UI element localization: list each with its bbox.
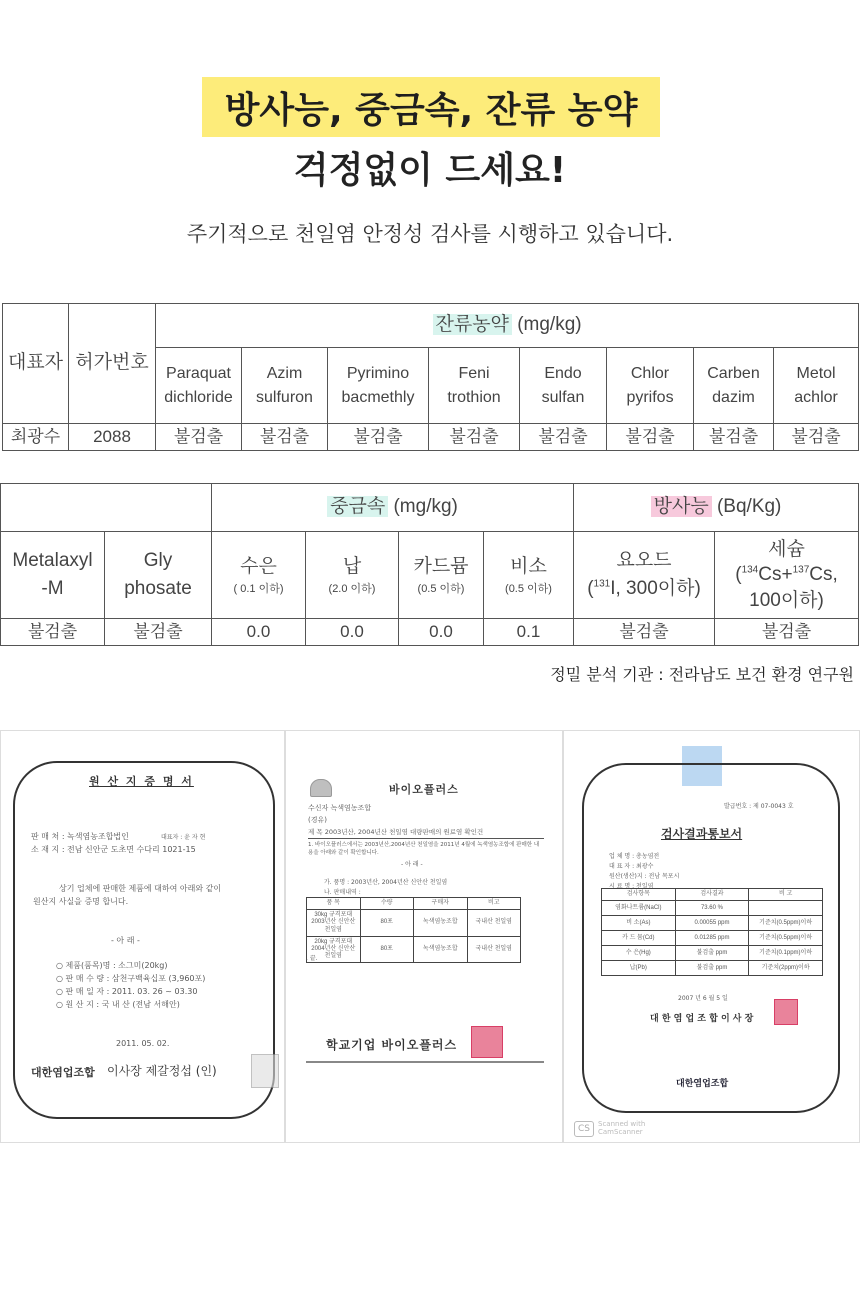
metal-radiation-table xyxy=(0,483,859,646)
result-metalaxyl: 불검출 xyxy=(1,619,105,646)
cert1-item: ○ 원 산 지 : 국 내 산 (전남 서해안) xyxy=(56,1000,180,1009)
origin-certificate xyxy=(0,730,285,1143)
metal-unit: (mg/kg) xyxy=(393,496,458,518)
pesticide-metol: Metol achlor xyxy=(774,348,859,424)
pesticide-result: 불검출 xyxy=(607,424,694,451)
group-label: 잔류농약 xyxy=(433,314,512,335)
radiation-group-label: 방사능 xyxy=(651,496,712,517)
metal-arsenic: 비소 (0.5 이하) xyxy=(484,532,574,619)
metal-group-label: 중금속 xyxy=(327,496,388,517)
cert3-title: 검사결과통보서 xyxy=(661,827,743,841)
cert2-to: 수신자 녹색염농조합 xyxy=(308,804,372,812)
pesticide-group-header xyxy=(156,304,859,348)
cert1-sep: - 아 래 - xyxy=(111,936,140,945)
radiation-iodine: 요오드 ($^{131}$I, 300이하) xyxy=(574,532,715,619)
red-seal-stamp xyxy=(774,999,798,1025)
radiation-group-header xyxy=(574,484,859,532)
cert2-ref: (경유) xyxy=(308,816,327,824)
result-cadmium: 0.0 xyxy=(399,619,484,646)
pesticide-azim: Azim sulfuron xyxy=(242,348,328,424)
cert1-date: 2011. 05. 02. xyxy=(116,1039,170,1048)
seal-stamp xyxy=(251,1054,279,1088)
cert3-field: 시 료 명 : 천일염 xyxy=(609,883,654,890)
cert2-item: 나. 판매내역 : xyxy=(324,889,361,896)
cert3-date: 2007 년 6 월 5 일 xyxy=(678,995,728,1002)
pesticide-pyrimino: Pyrimino bacmethly xyxy=(328,348,429,424)
col-permit: 허가번호 xyxy=(69,304,156,424)
bioplus-logo-icon xyxy=(310,779,332,797)
pesticide-result: 불검출 xyxy=(156,424,242,451)
blank-header xyxy=(1,484,212,532)
cert1-address: 소 재 지 : 전남 신안군 도초면 수다리 1021-15 xyxy=(31,845,196,854)
cert2-item: 가. 품명 : 2003년산, 2004년산 신안산 천일염 xyxy=(324,879,448,886)
cert3-number: 발급번호 : 제 07-0043 호 xyxy=(724,803,794,810)
pesticide-result: 불검출 xyxy=(429,424,520,451)
cert1-signature: 이사장 제갈정섭 (인) xyxy=(107,1064,217,1078)
cert1-item: ○ 판 매 일 자 : 2011. 03. 26 ~ 03.30 xyxy=(56,987,198,996)
cert3-field: 업 체 명 : 총농염전 xyxy=(609,853,660,860)
permit-number: 2088 xyxy=(69,424,156,451)
pesticide-feni: Feni trothion xyxy=(429,348,520,424)
cert3-table: 검사항목 검사결과 비 고 염화나트륨(NaCl) 73.60 % 비 소(As) 0.00055 ppm 기준치(0.5ppm)이하 카 드 뮴(Cd) 0.01285 ppm 기준치(0.5ppm)이하 수 은(Hg) 불검출 ppm 기준치(0.1ppm)이하 납(Pb) 불검출 ppm 기준치(2ppm)이하 xyxy=(601,888,823,976)
cert1-org: 대한염업조합 xyxy=(31,1066,95,1079)
cert2-end: . 끝. xyxy=(306,955,318,962)
pesticide-endo: Endo sulfan xyxy=(520,348,607,424)
cert3-field: 대 표 자 : 최광수 xyxy=(609,863,654,870)
pesticide-result: 불검출 xyxy=(520,424,607,451)
cert3-row: 납(Pb) 불검출 ppm 기준치(2ppm)이하 xyxy=(602,961,823,976)
cert3-row: 수 은(Hg) 불검출 ppm 기준치(0.1ppm)이하 xyxy=(602,946,823,961)
red-seal-stamp xyxy=(471,1026,503,1058)
pesticide-metalaxyl: Metalaxyl -M xyxy=(1,532,105,619)
cert2-footer: 학교기업 바이오플러스 xyxy=(326,1038,458,1052)
headline-highlight: 방사능, 중금속, 잔류 농약 xyxy=(202,77,660,137)
pesticide-chlor: Chlor pyrifos xyxy=(607,348,694,424)
col-representative: 대표자 xyxy=(3,304,69,424)
cert2-sep: - 아 래 - xyxy=(401,861,423,868)
result-mercury: 0.0 xyxy=(212,619,306,646)
cert2-title: 바이오플러스 xyxy=(389,783,459,796)
cert1-seller: 판 매 처 : 녹색염농조합법인 xyxy=(31,832,129,841)
camscanner-watermark: Scanned with CamScanner xyxy=(598,1120,646,1136)
cert3-row: 염화나트륨(NaCl) 73.60 % xyxy=(602,901,823,916)
result-iodine: 불검출 xyxy=(574,619,715,646)
cert1-item: ○ 제품(품목)명 : 소그미(20kg) xyxy=(56,961,168,970)
radiation-unit: (Bq/Kg) xyxy=(716,496,782,518)
subtitle: 주기적으로 천일염 안정성 검사를 시행하고 있습니다. xyxy=(186,222,674,246)
cert3-issuer: 대 한 염 업 조 합 이 사 장 xyxy=(650,1014,754,1024)
pesticide-result: 불검출 xyxy=(328,424,429,451)
cert2-subject: 제 목 2003년산, 2004년산 천일염 대량판매의 원료염 확인건 xyxy=(308,828,484,836)
cert3-row: 비 소(As) 0.00055 ppm 기준치(0.5ppm)이하 xyxy=(602,916,823,931)
pesticide-result: 불검출 xyxy=(774,424,859,451)
pesticide-table xyxy=(2,303,859,451)
cert1-item: ○ 판 매 수 량 : 삼천구백육십포 (3,960포) xyxy=(56,974,206,983)
metal-lead: 납 (2.0 이하) xyxy=(306,532,399,619)
pesticide-result: 불검출 xyxy=(694,424,774,451)
metal-group-header xyxy=(212,484,574,532)
camscanner-logo-icon: CS xyxy=(574,1121,594,1137)
result-arsenic: 0.1 xyxy=(484,619,574,646)
metal-cadmium: 카드뮴 (0.5 이하) xyxy=(399,532,484,619)
cert1-rep: 대표자 : 윤 자 현 xyxy=(161,834,206,841)
headline: 걱정없이 드세요! xyxy=(293,150,567,191)
radiation-cesium: 세슘 ($^{134}$Cs+$^{137}$Cs, 100이하) xyxy=(715,532,859,619)
pesticide-carben: Carben dazim xyxy=(694,348,774,424)
test-result-certificate xyxy=(563,730,860,1143)
cert1-para1: 상기 업체에 판매한 제품에 대하여 아래와 같이 xyxy=(59,884,222,893)
result-cesium: 불검출 xyxy=(715,619,859,646)
cert2-table: 품 목 수량 구매자 비고 30kg 규격포대 2003년산 신안산 천일염 80포 녹색염농조합 국내산 천일염 20kg 규격포대 2004년산 신안산 천일염 80포 녹색염농조합 국내산 천일염 xyxy=(306,897,521,963)
pesticide-result: 불검출 xyxy=(242,424,328,451)
cert3-org: 대한염업조합 xyxy=(676,1079,729,1089)
group-unit: (mg/kg) xyxy=(517,314,582,336)
cert3-field: 원산(생산)지 : 전남 목포시 xyxy=(609,873,680,880)
analysis-source: 정밀 분석 기관 : 전라남도 보건 환경 연구원 xyxy=(550,665,854,684)
bioplus-certificate xyxy=(285,730,563,1143)
cert3-row: 카 드 뮴(Cd) 0.01285 ppm 기준치(0.5ppm)이하 xyxy=(602,931,823,946)
representative-name: 최광수 xyxy=(3,424,69,451)
pesticide-paraquat: Paraquat dichloride xyxy=(156,348,242,424)
cert1-title: 원 산 지 증 명 서 xyxy=(89,775,194,788)
cert2-body: 1. 바이오플러스에서는 2003년산,2004년산 천일염을 2011년 4월에 녹색염농조합에 판매한 내용을 아래와 같이 확인합니다. xyxy=(308,842,540,857)
cert1-para2: 원산지 사실을 증명 합니다. xyxy=(33,897,129,906)
metal-mercury: 수은 ( 0.1 이하) xyxy=(212,532,306,619)
pesticide-glyphosate: Gly phosate xyxy=(105,532,212,619)
result-glyphosate: 불검출 xyxy=(105,619,212,646)
result-lead: 0.0 xyxy=(306,619,399,646)
